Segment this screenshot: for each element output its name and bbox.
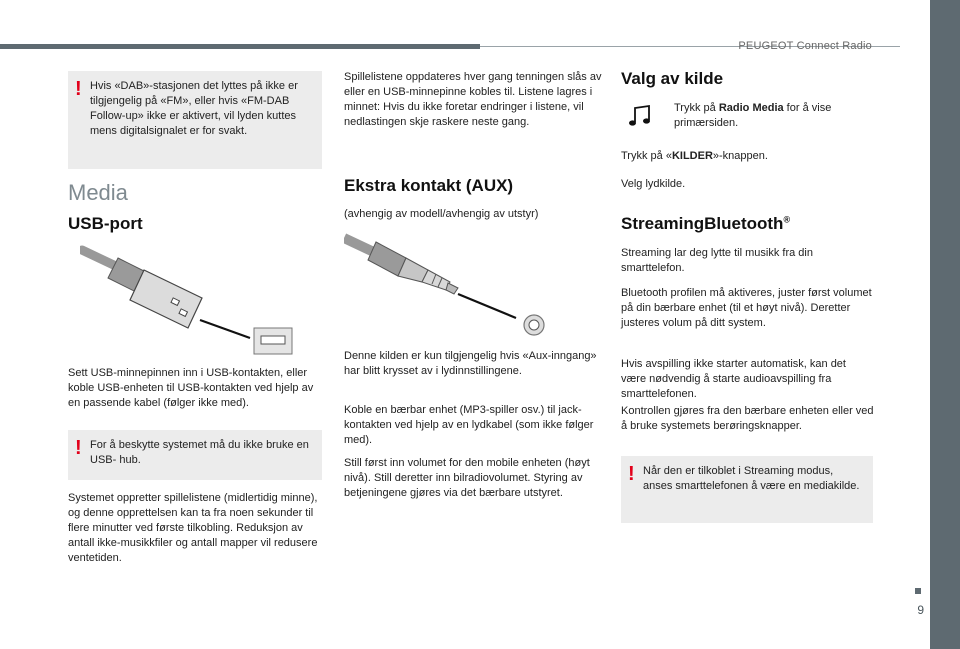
section-title-media: Media xyxy=(68,180,128,205)
source-paragraph-2: Trykk på «KILDER»-knappen. xyxy=(621,150,768,162)
music-note-icon xyxy=(628,104,654,128)
playlist-paragraph: Spillelistene oppdateres hver gang tenningen slås av eller en USB-minnepinne kobles til. Listene lagres i minnet: Hvis du ikke foretar endringer i listene, vil nedlastingen skje raskere neste gang. xyxy=(344,71,602,128)
aux-subtitle: (avhengig av modell/avhengig av utstyr) xyxy=(344,208,539,220)
brand-label: PEUGEOT Connect Radio xyxy=(738,40,872,52)
bt-paragraph-4: Kontrollen gjøres fra den bærbare enheten eller ved å bruke systemets berøringsknapper. xyxy=(621,405,874,432)
warning-box-usb-hub xyxy=(68,430,322,480)
page-marker xyxy=(915,588,921,594)
aux-paragraph-3: Still først inn volumet for den mobile enheten (høyt nivå). Still deretter inn bilradiovolumet. Styring av betjeningene gjøres via det bærbare utstyret. xyxy=(344,457,590,499)
warning-icon: ! xyxy=(75,437,82,459)
usb-paragraph-2: Systemet oppretter spillelistene (midlertidig minne), og denne opprettelsen kan ta fra noen sekunder til flere minutter ved første tilkobling. Reduksjon av antall ikke-musikkfiler og antall mapper vil redusere ventetiden. xyxy=(68,492,318,564)
warning-text: For å beskytte systemet må du ikke bruke en USB- hub. xyxy=(90,439,309,466)
source-paragraph-3: Velg lydkilde. xyxy=(621,178,686,190)
heading-source-selection: Valg av kilde xyxy=(621,69,724,88)
header-rule-thick xyxy=(0,44,480,49)
warning-icon: ! xyxy=(75,78,82,100)
aux-paragraph-2: Koble en bærbar enhet (MP3-spiller osv.) til jack-kontakten ved hjelp av en lydkabel (som ikke følger med). xyxy=(344,404,594,446)
heading-streaming-bluetooth: StreamingBluetooth® xyxy=(621,214,791,233)
warning-text: Når den er tilkoblet i Streaming modus, anses smarttelefonen å være en mediakilde. xyxy=(643,465,860,492)
aux-paragraph-1: Denne kilden er kun tilgjengelig hvis «Aux-inngang» har blitt krysset av i lydinnstillingene. xyxy=(344,350,597,377)
bt-paragraph-1: Streaming lar deg lytte til musikk fra din smarttelefon. xyxy=(621,247,813,274)
warning-text: Hvis «DAB»-stasjonen det lyttes på ikke er tilgjengelig på «FM», eller hvis «FM-DAB Follow-up» ikke er aktivert, vil lyden kuttes mens digitalsignalet er for svakt. xyxy=(90,80,298,137)
heading-usb-port: USB-port xyxy=(68,214,143,233)
jack-plug-illustration xyxy=(344,228,554,340)
source-paragraph-1: Trykk på Radio Media for å vise primærsiden. xyxy=(674,102,832,129)
bt-paragraph-3: Hvis avspilling ikke starter automatisk, kan det være nødvendig å starte audioavspilling fra smarttelefonen. xyxy=(621,358,846,400)
page-number: 9 xyxy=(917,603,924,617)
warning-box-dab xyxy=(68,71,322,169)
side-tab-bar xyxy=(930,0,960,649)
bt-paragraph-2: Bluetooth profilen må aktiveres, juster først volumet på din bærbare enhet (til et høyt nivå). Deretter justeres volum på ditt system. xyxy=(621,287,872,329)
heading-aux: Ekstra kontakt (AUX) xyxy=(344,176,514,195)
warning-icon: ! xyxy=(628,463,635,485)
usb-plug-illustration xyxy=(80,244,300,356)
usb-paragraph-1: Sett USB-minnepinnen inn i USB-kontakten, eller koble USB-enheten til USB-kontakten ved hjelp av en passende kabel (følger ikke med). xyxy=(68,367,314,409)
warning-box-streaming xyxy=(621,456,873,523)
